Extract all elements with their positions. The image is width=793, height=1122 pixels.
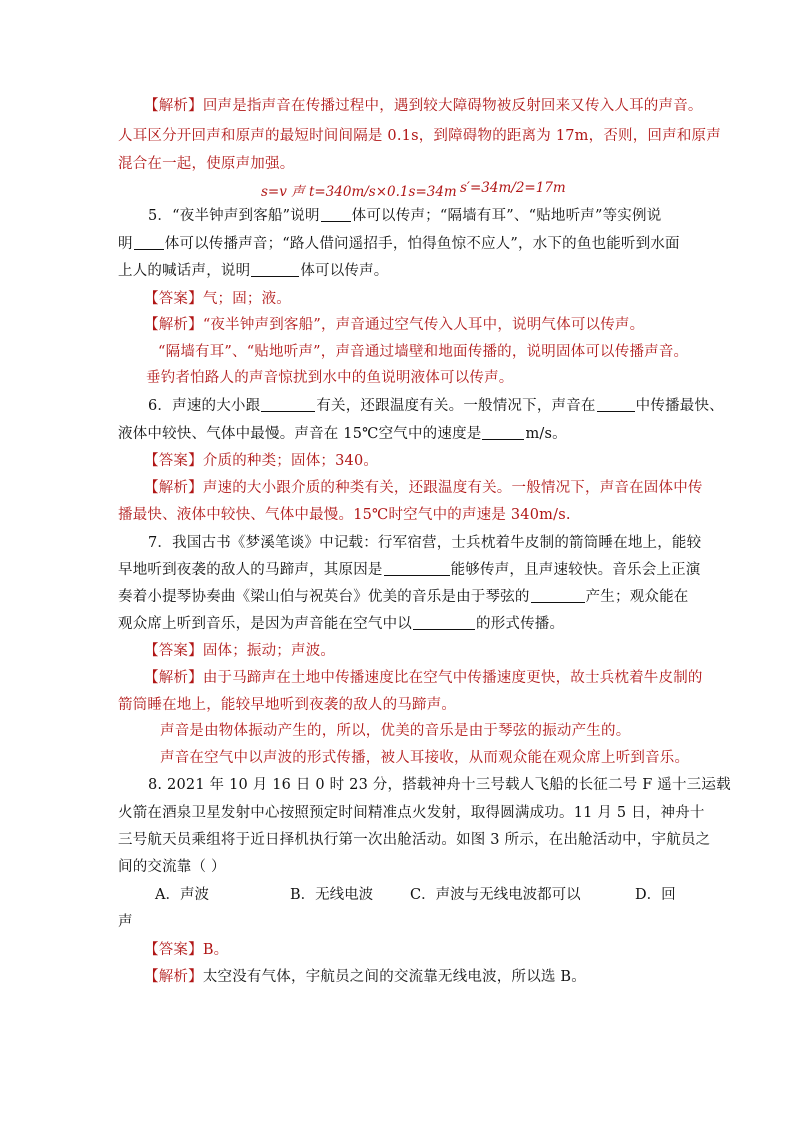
q6-blank-1[interactable] [261, 397, 315, 412]
q8-analysis-1: 【解析】太空没有气体，宇航员之间的交流靠无线电波，所以选 B。 [144, 969, 586, 985]
q7-analysis-2: 箭筒睡在地上，能较早地听到夜袭的敌人的马蹄声。 [118, 697, 457, 713]
q5-analysis-1: 【解析】“夜半钟声到客船”，声音通过空气传入人耳中，说明气体可以传声。 [144, 317, 645, 333]
q8-line-3: 三号航天员乘组将于近日择机执行第一次出舱活动。如图 3 所示，在出舱活动中，宇航员之 [118, 832, 711, 848]
q6-analysis-2: 播最快、液体中较快、气体中最慢。15℃时空气中的声速是 340m/s. [118, 507, 571, 523]
q8-option-a[interactable]: A．声波 [155, 887, 209, 903]
formula-distance-total: s=v 声 t=340m/s×0.1s=34m [261, 184, 457, 200]
q5-analysis-2: “隔墙有耳”、“贴地听声”，声音通过墙壁和地面传播的，说明固体可以传播声音。 [158, 344, 689, 360]
q7-line-3: 奏着小提琴协奏曲《梁山伯与祝英台》优美的音乐是由于琴弦的 产生；观众能在 [118, 589, 689, 605]
formula-distance-half: s′=34m/2=17m [460, 180, 566, 196]
q6-blank-3[interactable] [482, 425, 524, 440]
q5-blank-3[interactable] [251, 262, 299, 277]
q8-line-2: 火箭在酒泉卫星发射中心按照预定时间精准点火发射，取得圆满成功。11 月 5 日，神舟十 [118, 805, 705, 821]
q8-option-d[interactable]: D．回 [635, 887, 676, 903]
q7-line-4: 观众席上听到音乐，是因为声音能在空气中以 的形式传播。 [118, 616, 565, 632]
q5-line-3: 上人的喊话声，说明 体可以传声。 [118, 263, 389, 279]
q6-line-1: 6．声速的大小跟 有关，还跟温度有关。一般情况下，声音在 中传播最快、 [148, 398, 724, 414]
intro-line-2: 人耳区分开回声和原声的最短时间间隔是 0.1s，到障碍物的距离为 17m，否则，回声和原声 [118, 128, 721, 144]
q7-line-1: 7．我国古书《梦溪笔谈》中记载：行军宿营，士兵枕着牛皮制的箭筒睡在地上，能较 [148, 535, 702, 551]
q7-analysis-1: 【解析】由于马蹄声在土地中传播速度比在空气中传播速度更快，故士兵枕着牛皮制的 [144, 670, 703, 686]
intro-line-1: 【解析】回声是指声音在传播过程中，遇到较大障碍物被反射回来又传入人耳的声音。 [144, 98, 703, 114]
q5-blank-2[interactable] [134, 235, 164, 250]
q6-analysis-1: 【解析】声速的大小跟介质的种类有关，还跟温度有关。一般情况下，声音在固体中传 [144, 480, 703, 496]
q8-answer: 【答案】B。 [144, 942, 229, 958]
q7-analysis-3: 声音是由物体振动产生的，所以，优美的音乐是由于琴弦的振动产生的。 [160, 723, 631, 739]
q5-line-2: 明 体可以传播声音；“路人借问遥招手，怕得鱼惊不应人”，水下的鱼也能听到水面 [118, 236, 680, 252]
analysis-tag: 【解析】 [144, 98, 203, 114]
q8-line-1: 8. 2021 年 10 月 16 日 0 时 23 分，搭载神舟十三号载人飞船的长征二号 F 遥十三运载 [148, 777, 731, 793]
q5-analysis-3: 垂钓者怕路人的声音惊扰到水中的鱼说明液体可以传声。 [146, 370, 514, 386]
q7-line-2: 早地听到夜袭的敌人的马蹄声，其原因是 能够传声，且声速较快。音乐会上正演 [118, 562, 701, 578]
q8-option-c[interactable]: C．声波与无线电波都可以 [410, 887, 581, 903]
q5-answer: 【答案】气；固；液。 [144, 291, 292, 307]
q8-option-b[interactable]: B．无线电波 [290, 887, 374, 903]
q7-blank-2[interactable] [531, 588, 585, 603]
q8-line-4: 间的交流靠（ ） [118, 859, 226, 875]
q5-blank-1[interactable] [321, 207, 351, 222]
q6-answer: 【答案】介质的种类；固体；340。 [144, 453, 379, 469]
q8-option-d-cont: 声 [118, 914, 133, 930]
q5-line-1: 5．“夜半钟声到客船”说明 体可以传声；“隔墙有耳”、“贴地听声”等实例说 [148, 208, 662, 224]
q7-answer: 【答案】固体；振动；声波。 [144, 643, 336, 659]
q7-analysis-4: 声音在空气中以声波的形式传播，被人耳接收，从而观众能在观众席上听到音乐。 [160, 750, 690, 766]
q7-blank-1[interactable] [384, 561, 450, 576]
intro-line-3: 混合在一起，使原声加强。 [118, 156, 295, 172]
q7-blank-3[interactable] [413, 615, 475, 630]
q6-blank-2[interactable] [597, 397, 635, 412]
q6-line-2: 液体中较快、气体中最慢。声音在 15℃空气中的速度是 m/s。 [118, 426, 567, 442]
